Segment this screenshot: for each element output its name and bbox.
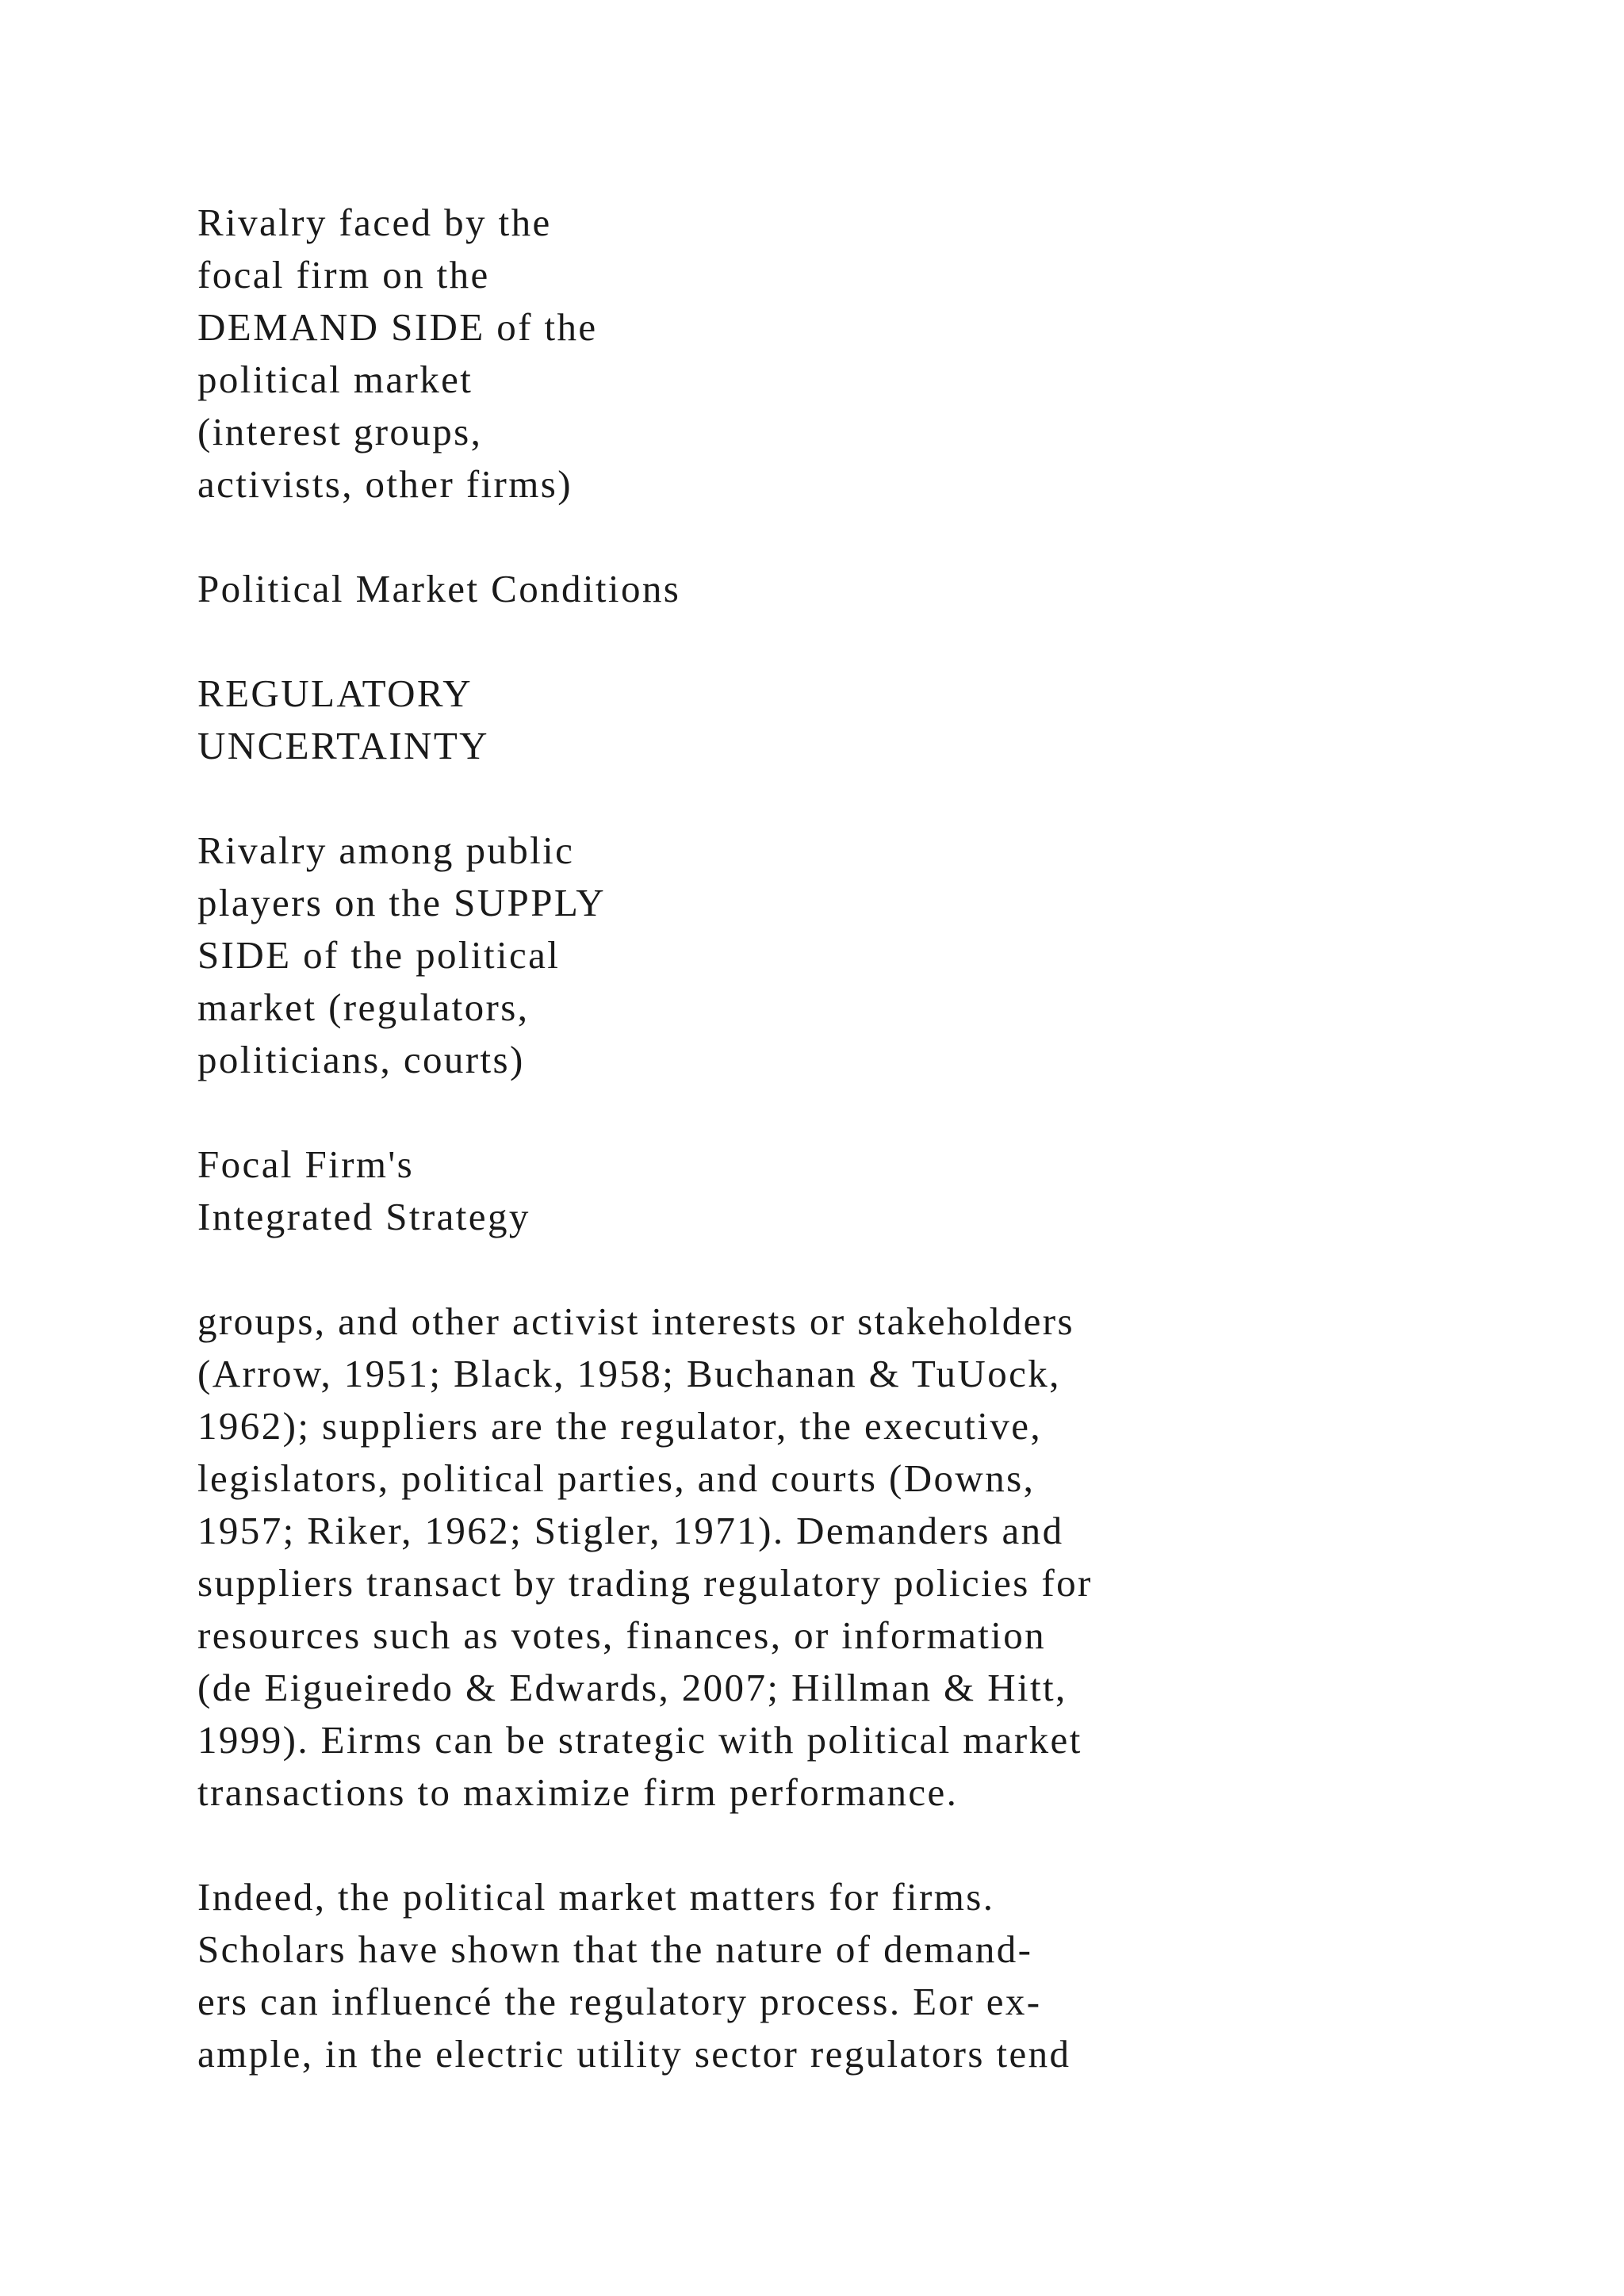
- paragraph-body-2: [197, 1871, 1466, 2080]
- document-text: [197, 197, 1466, 2080]
- text-line: SIDE of the political: [197, 933, 561, 977]
- text-line: Political Market Conditions: [197, 567, 681, 610]
- text-line: market (regulators,: [197, 985, 530, 1029]
- paragraph-supply-side: [197, 825, 1466, 1086]
- text-line: activists, other firms): [197, 462, 573, 506]
- text-line: 1962); suppliers are the regulator, the executive,: [197, 1404, 1043, 1448]
- paragraph-market-conditions: [197, 563, 1466, 615]
- text-line: Integrated Strategy: [197, 1195, 530, 1238]
- text-line: ers can influencé the regulatory process. Eor ex-: [197, 1980, 1042, 2023]
- text-line: Indeed, the political market matters for firms.: [197, 1875, 995, 1919]
- text-line: (Arrow, 1951; Black, 1958; Buchanan & TuUock,: [197, 1352, 1061, 1395]
- paragraph-body-1: [197, 1295, 1466, 1819]
- paragraph-integrated-strategy: [197, 1138, 1466, 1243]
- text-line: politicians, courts): [197, 1038, 525, 1081]
- text-line: Focal Firm's: [197, 1142, 415, 1186]
- text-line: transactions to maximize firm performance.: [197, 1770, 959, 1814]
- paragraph-demand-side: [197, 197, 1466, 511]
- text-line: Rivalry faced by the: [197, 201, 552, 244]
- text-line: DEMAND SIDE of the: [197, 305, 598, 349]
- text-line: UNCERTAINTY: [197, 724, 489, 767]
- paragraph-regulatory-uncertainty: [197, 668, 1466, 772]
- text-line: Scholars have shown that the nature of demand-: [197, 1927, 1033, 1971]
- text-line: players on the SUPPLY: [197, 881, 607, 924]
- text-line: 1999). Eirms can be strategic with political market: [197, 1718, 1082, 1762]
- text-line: political market: [197, 358, 473, 401]
- text-line: legislators, political parties, and courts (Downs,: [197, 1456, 1036, 1500]
- text-line: ample, in the electric utility sector regulators tend: [197, 2032, 1071, 2076]
- text-line: groups, and other activist interests or stakeholders: [197, 1299, 1074, 1343]
- text-line: suppliers transact by trading regulatory policies for: [197, 1561, 1093, 1605]
- text-line: resources such as votes, finances, or information: [197, 1613, 1047, 1657]
- text-line: 1957; Riker, 1962; Stigler, 1971). Demanders and: [197, 1509, 1064, 1552]
- text-line: (de Eigueiredo & Edwards, 2007; Hillman & Hitt,: [197, 1666, 1067, 1709]
- text-line: REGULATORY: [197, 672, 473, 715]
- text-line: (interest groups,: [197, 410, 483, 453]
- text-line: Rivalry among public: [197, 828, 575, 872]
- text-line: focal firm on the: [197, 253, 490, 297]
